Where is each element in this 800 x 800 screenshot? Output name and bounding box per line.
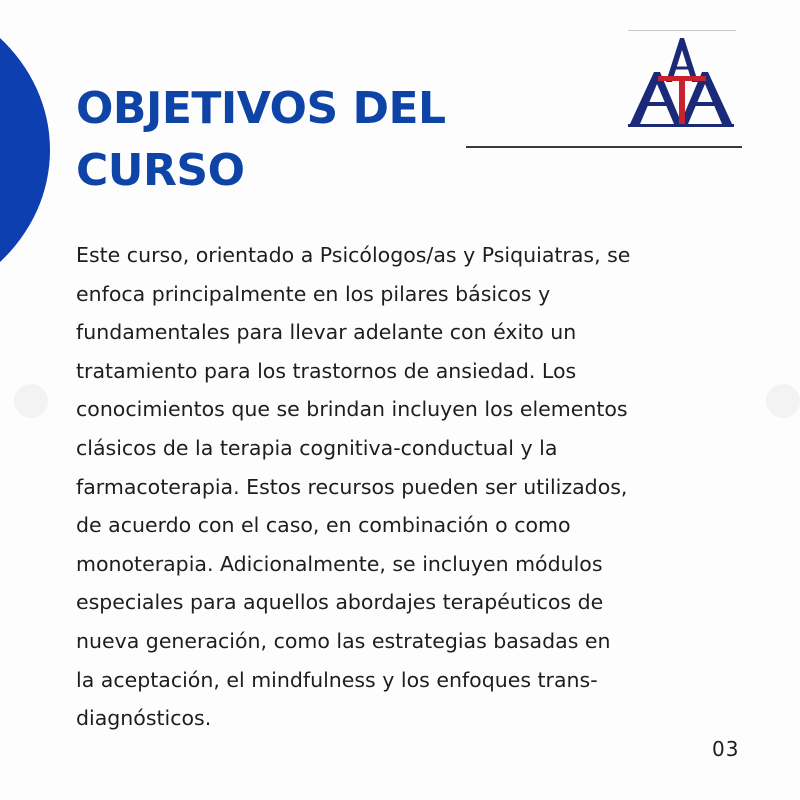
- page-number: 03: [712, 737, 740, 761]
- course-objectives-paragraph: Este curso, orientado a Psicólogos/as y Psiquiatras, se enfoca principalmente en los pilares básicos y fundamentales para llevar adelante con éxito un tratamiento para los trastornos de ansiedad. Los conocimientos que se brindan incluyen los elementos clásicos de la terapia cognitiva-conductual y la farmacoterapia. Estos recursos pueden ser utilizados, de acuerdo con el caso, en combinación o como monoterapia. Adicionalmente, se incluyen módulos especiales para aquellos abordajes terapéuticos de nueva generación, como las estrategias basadas en la aceptación, el mindfulness y los enfoques trans- diagnósticos.: [76, 243, 631, 731]
- decorative-blue-arc: [0, 0, 50, 310]
- page-title: OBJETIVOS DEL CURSO: [76, 83, 446, 196]
- previous-slide-button[interactable]: [14, 384, 48, 418]
- ata-logo-icon: [622, 32, 740, 130]
- next-slide-button[interactable]: [766, 384, 800, 418]
- title-divider: [466, 146, 742, 148]
- logo-top-rule: [628, 30, 736, 31]
